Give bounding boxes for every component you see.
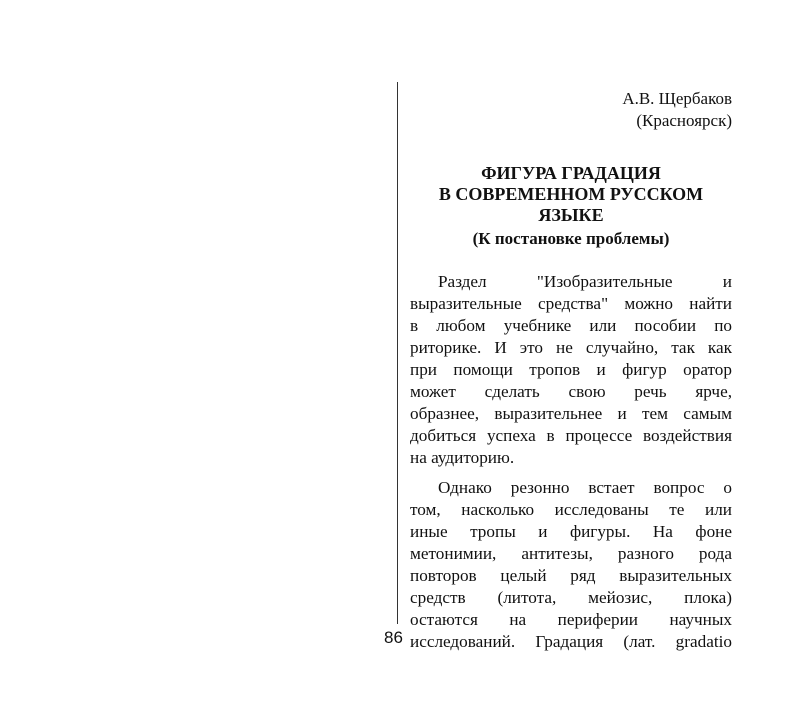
paragraph-1 (410, 271, 732, 469)
paragraph-line: выразительные средства" можно найти (410, 294, 732, 313)
paragraph-line: образнее, выразительнее и тем самым (410, 404, 732, 423)
author-name: А.В. Щербаков (622, 89, 732, 108)
paragraph-line: может сделать свою речь ярче, (410, 382, 732, 401)
title-line-2: В СОВРЕМЕННОМ РУССКОМ (438, 184, 704, 204)
paragraph-line: Раздел "Изобразительные и (438, 272, 732, 291)
author-city: (Красноярск) (636, 111, 732, 130)
paragraph-line: на аудиторию. (410, 448, 515, 467)
paragraph-line: в любом учебнике или пособии по (410, 316, 732, 335)
margin-rule (397, 82, 398, 624)
paragraph-line: метонимии, антитезы, разного рода (410, 544, 732, 563)
body-text (410, 271, 732, 653)
paragraph-line: повторов целый ряд выразительных (410, 566, 732, 585)
paragraph-line: иные тропы и фигуры. На фоне (410, 522, 732, 541)
page-column (410, 88, 732, 653)
paragraph-line: исследований. Градация (лат. gradatio (410, 632, 732, 651)
paragraph-line: остаются на периферии научных (410, 610, 732, 629)
paragraph-line: том, насколько исследованы те или (410, 500, 732, 519)
title-line-1: ФИГУРА ГРАДАЦИЯ (481, 163, 661, 183)
paragraph-line: при помощи тропов и фигур оратор (410, 360, 732, 379)
article-title (410, 163, 732, 249)
paragraph-line: Однако резонно встает вопрос о (438, 478, 732, 497)
title-line-3: ЯЗЫКЕ (538, 205, 604, 225)
page-number: 86 (384, 628, 403, 647)
article-subtitle: (К постановке проблемы) (472, 229, 670, 248)
paragraph-gap (410, 469, 732, 477)
paragraph-line: средств (литота, мейозис, плока) (410, 588, 732, 607)
author-block (410, 88, 732, 132)
paragraph-line: добиться успеха в процессе воздействия (410, 426, 732, 445)
paragraph-line: риторике. И это не случайно, так как (410, 338, 732, 357)
paragraph-2 (410, 477, 732, 653)
